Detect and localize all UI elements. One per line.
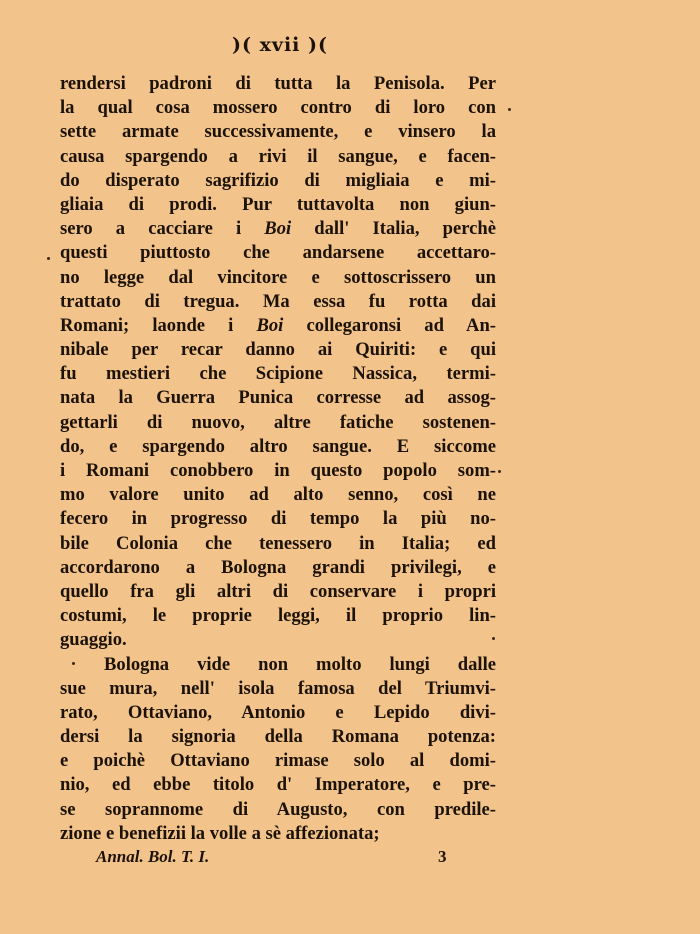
text-line: sette armate successivamente, e vinsero la — [60, 121, 496, 143]
text-line: nibale per recar danno ai Quiriti: e qui — [60, 339, 496, 361]
text-line: nio, ed ebbe titolo d' Imperatore, e pre- — [60, 774, 496, 796]
scan-speck — [492, 637, 495, 640]
text-line: rato, Ottaviano, Antonio e Lepido divi- — [60, 701, 496, 723]
text-line: trattato di tregua. Ma essa fu rotta dai — [60, 290, 496, 312]
text-line: se soprannome di Augusto, con predile- — [60, 798, 496, 820]
text-line: fu mestieri che Scipione Nassica, termi- — [60, 363, 496, 385]
text-line: la qual cosa mossero contro di loro con — [60, 97, 496, 119]
text-line: quello fra gli altri di conservare i propri — [60, 580, 496, 602]
text-line: Romani; laonde i Boi collegaronsi ad An- — [60, 314, 496, 336]
text-line: Bologna vide non molto lungi dalle — [104, 653, 496, 675]
text-line: dersi la signoria della Romana potenza: — [60, 726, 496, 748]
scan-speck — [72, 662, 75, 665]
text-line: gliaia di prodi. Pur tuttavolta non giun- — [60, 193, 496, 215]
text-line: do disperato sagrifizio di migliaia e mi- — [60, 169, 496, 191]
paragraph — [60, 653, 496, 847]
body-text — [60, 72, 496, 846]
scan-speck — [47, 257, 50, 260]
text-line: e poichè Ottaviano rimase solo al domi- — [60, 750, 496, 772]
scan-speck — [498, 470, 501, 473]
signature-title: Annal. Bol. T. I. — [96, 847, 210, 866]
text-line: bile Colonia che tenessero in Italia; ed — [60, 532, 496, 554]
text-line: no legge dal vincitore e sottoscrissero un — [60, 266, 496, 288]
text-line: sue mura, nell' isola famosa del Triumvi- — [60, 677, 496, 699]
text-line: rendersi padroni di tutta la Penisola. Per — [60, 73, 496, 94]
text-line: i Romani conobbero in questo popolo som- — [60, 460, 496, 481]
signature-number: 3 — [438, 847, 447, 866]
text-line: fecero in progresso di tempo la più no- — [60, 508, 496, 530]
paragraph — [60, 72, 496, 653]
text-line: costumi, le proprie leggi, il proprio lin- — [60, 605, 496, 627]
text-line: zione e benefizii la volle a sè affezionata; — [60, 822, 380, 844]
text-line: causa spargendo a rivi il sangue, e facen- — [60, 145, 496, 167]
text-line: guaggio. — [60, 629, 127, 651]
scan-speck — [508, 108, 511, 111]
text-line: sero a cacciare i Boi dall' Italia, perchè — [60, 218, 496, 240]
text-line: nata la Guerra Punica corresse ad assog- — [60, 387, 496, 409]
text-line: gettarli di nuovo, altre fatiche sostenen- — [60, 411, 496, 433]
page-header — [0, 34, 560, 56]
text-line: mo valore unito ad alto senno, così ne — [60, 484, 496, 506]
page-number: )( xvii )( — [232, 34, 328, 56]
text-line: questi piuttosto che andarsene accettaro- — [60, 242, 496, 264]
text-line: do, e spargendo altro sangue. E siccome — [60, 435, 496, 457]
text-line: accordarono a Bologna grandi privilegi, e — [60, 556, 496, 578]
